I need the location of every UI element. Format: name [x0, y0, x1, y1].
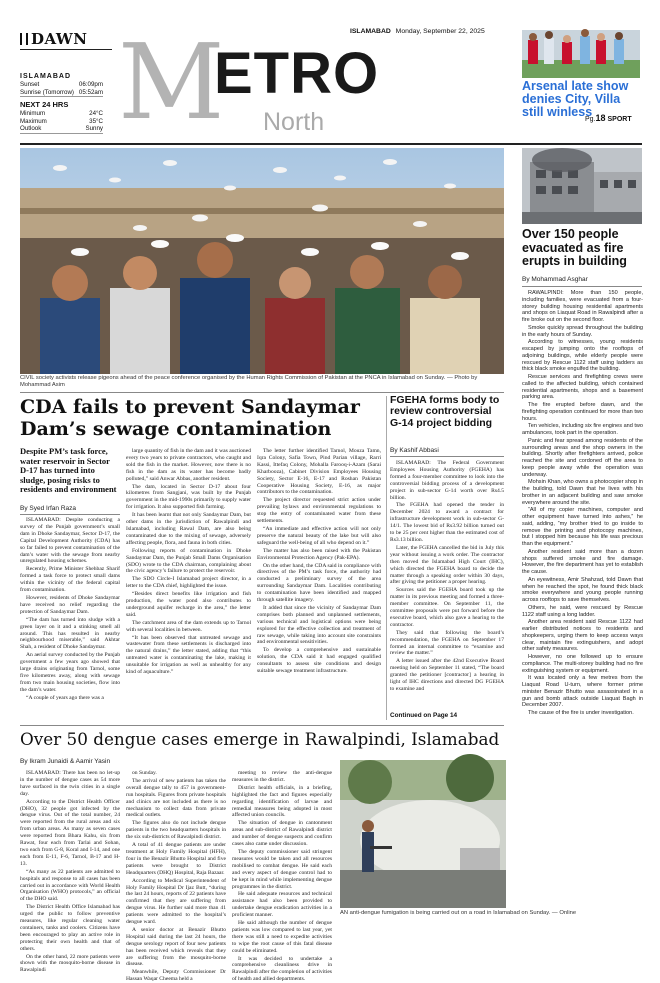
teaser-headline[interactable]: Arsenal late show denies City, Villa still winless — [522, 79, 629, 119]
paragraph: large quantity of fish in the dam and it was auctioned every two years to private contractors, who caught and sold the fish in the market. However, now there is no fish in the dam as its water has become badly polluted,” said Anwar Abbas, another resident. — [126, 448, 251, 482]
paragraph: A senior doctor at Benazir Bhutto Hospital said during the last 24 hours, the dengue serology report of four new patients has been received which reveals that they are suffering from the mosquito-borne disease. — [126, 926, 226, 968]
dengue-photo[interactable] — [340, 760, 506, 908]
paragraph: Sources said the FGEHA board took up the matter in its previous meeting and formed a three-member committee. On September 11, the committee proposals were put forward before the executive board, which also gave a hearing to the contractor. — [390, 587, 504, 628]
paragraph: RAWALPINDI: More than 150 people, including families, were evacuated from a four-storey building housing residential apartments and shops on Liaquat Road in Rawalpindi after a fire broke out on the second floor. — [522, 290, 643, 323]
fumigation-image — [340, 760, 506, 908]
fgeha-headline[interactable]: FGEHA forms body to review controversial G-14 project bidding — [390, 394, 500, 429]
paragraph: Another resident said more than a dozen shops suffered smoke and fire damage. However, the fire department has yet to establish the cause. — [522, 548, 643, 575]
fgeha-side-rule — [386, 396, 387, 720]
weather-city: ISLAMABAD — [20, 73, 71, 80]
weather-sunset: Sunset 06:09pm — [20, 81, 103, 88]
paragraph: However, no one followed up to ensure compliance. The multi-storey building had no fire extinguishing system or equipment. — [522, 654, 643, 674]
fire-story-body — [522, 290, 643, 910]
paragraph: The arrival of new patients has taken the overall dengue tally to 457 in government-run hospitals. Figures from private hospitals and clinics are not included as there is no mechanism to collect data from private medical outlets. — [126, 777, 226, 819]
main-photo[interactable] — [20, 148, 504, 374]
teaser-photo[interactable] — [522, 30, 640, 78]
weather-minimum: Minimum 24°C — [20, 110, 103, 118]
paragraph: A total of 41 dengue patients are under treatment at Holy Family Hospital (HFH), four in the Benazir Bhutto Hospital and five patients were brought to District Headquarters (DHQ) Hospital, Raja Bazaar. — [126, 842, 226, 876]
paragraph: They said that following the board’s recommendation, the FGEHA on September 17 formed an internal committee to “examine and review the matter.” — [390, 629, 504, 657]
paragraph: The SDO Circle-I Islamabad project director, in a letter to the CDA chief, highlighted the issue. — [126, 576, 251, 590]
paragraph: meeting to review the anti-dengue measures in the district. — [232, 770, 332, 783]
paragraph: To develop a comprehensive and sustainable solution, the CDA said it had engaged qualified consultants to assess site conditions and design suitable sewage treatment infrastructure. — [257, 647, 381, 675]
paragraph: The figures also do not include dengue patients in the two headquarters hospitals in the six sub-districts of Rawalpindi district. — [126, 820, 226, 841]
paragraph: ISLAMABAD: Despite conducting a survey of the Punjab government’s small dam in Dhoke Sandaymar, Sector D-17, the Capital Development Authority (CDA) has so far failed to prevent contamination of the dam’s water with the sewage from nearby unregulated housing schemes. — [20, 517, 120, 565]
paragraph: Panic and fear spread among residents of the surrounding areas and the shop owners in the building. Shortly after firefighters arrived, police reached the site and cordoned off the area to keep people away while the operation was underway. — [522, 437, 643, 478]
paragraph: However, residents of Dhoke Sandaymar have received no relief regarding the protection of Sandaymar Dam. — [20, 594, 120, 615]
dengue-col-1 — [20, 770, 120, 974]
paragraph: Recently, Prime Minister Shehbaz Sharif formed a task force to protect small dams within the vicinity of the federal capital from contamination. — [20, 566, 120, 594]
paragraph: The fire erupted before dawn, and the firefighting operation continued for more than two hours. — [522, 402, 643, 422]
paragraph: The cause of the fire is under investigation. — [528, 710, 634, 716]
paragraph: It added that since the vicinity of Sandaymar Dam comprises both planned and unplanned settlements, various technical and logistical options were being explored for the effective collection and treatment of raw sewage, while taking into account site constraints and environmental sensitivities. — [257, 604, 381, 646]
paragraph: On the other hand, the CDA said in compliance with directives of the PM’s task force, the authority had conducted a preliminary survey of the area surrounding Sandaymar Dam. Localities contributing to contamination have been identified and mapped through satellite imagery. — [257, 562, 381, 604]
paragraph: “A couple of years ago there was a — [26, 694, 104, 701]
dengue-photo-caption: AN anti-dengue fumigation is being carried out on a road in Islamabad on Sunday. — Online — [340, 910, 577, 916]
paragraph: It was decided to undertake a comprehensive cleanliness drive in Rawalpindi after the completion of activities of health and allied departments. — [232, 955, 332, 983]
paragraph: “All of my copier machines, computer and other equipment have turned into ashes,” he said, adding, “my brother tried to go inside to remove the printing and photocopy machines, but I stopped him because his life was precious than the equipment.” — [522, 507, 643, 547]
dengue-col-2 — [126, 770, 226, 983]
dengue-headline[interactable]: Over 50 dengue cases emerge in Rawalpindi, Islamabad — [20, 729, 500, 749]
fire-byline-rule — [522, 286, 642, 287]
paragraph: The dam, located in Sector D-17 about four kilometres from Sangjani, was built by the Punjab government in the mid-1990s primarily to supply water for irrigation. It also supported fish farming. — [126, 483, 251, 511]
fgeha-byline: By Kashif Abbasi — [390, 447, 439, 454]
dengue-top-rule — [20, 725, 504, 726]
paragraph: It was located only a few metres from the Liaquat Road U-turn, where former prime minister Benazir Bhutto was assassinated in a gun and bomb attack outside Liaquat Bagh in December 2007. — [522, 675, 643, 709]
paragraph: Meanwhile, Deputy Commissioner Dr Hassan Waqar Cheema held a — [126, 969, 226, 983]
paragraph: He said although the number of dengue patients was low compared to last year, yet there was still a need to expedite activities to wipe the root cause of this fatal disease could be eliminated. — [232, 920, 332, 954]
weather-sunrise: Sunrise (Tomorrow) 05:52am — [20, 88, 103, 96]
fgeha-continued[interactable]: Continued on Page 14 — [390, 712, 458, 719]
paragraph: “The dam has turned into sludge with a green layer on it and a stinking smell all around. This has resulted in nearby neighbourhood miserable,” said Akhtar Shah, a resident of Dhoke Sandaymar. — [20, 616, 120, 651]
masthead-city: ISLAMABAD — [350, 28, 391, 35]
paragraph: According to the District Health Officer (DHO), 32 people got infected by the dengue virus. Out of the total number, 24 were reported from the rural areas and six from urban areas. As many as seven cases were reported from Bhara Kahu, six from Rawat, four each from Tarlai and Sohan, two each from G-8, Koral and I-14, and one each from E-11, F-6, Tarnol, B-17 and H-13. — [20, 798, 120, 867]
paragraph: Rescue services and firefighting crews were called to the affected building, which contained residential apartments, shops and a basement parking area. — [522, 374, 643, 401]
paragraph: Another area resident said Rescue 1122 had earlier distributed notices to residents and shopkeepers, urging them to keep access ways clear, maintain fire extinguishers, and adopt other safety measures. — [522, 619, 643, 653]
paragraph: He said adequate resources and technical assistance had also been provided to undertake dengue eradication activities in a proficient manner. — [232, 891, 332, 919]
paragraph: On the other hand, 22 more patients were shown with the mosquito-borne disease in Rawalpindi — [20, 953, 120, 974]
weather-box — [20, 72, 104, 134]
dengue-col-3 — [232, 770, 332, 983]
dawn-logo: DAWN — [20, 30, 112, 47]
paragraph: ISLAMABAD: There has been no let-up in the number of dengue cases as 54 more have surfaced in the twin cities in a single day. — [20, 770, 120, 797]
football-match-image — [522, 30, 640, 78]
paragraph: “As many as 22 patients are admitted to hospitals and response to all cases has been carried out in accordance with World Health Organisation (WHO) protocols,” an official of the DHO said. — [20, 868, 120, 903]
paragraph: Ten vehicles, including six fire engines and two ambulances, took part in the operation. — [522, 423, 644, 436]
fgeha-body — [390, 460, 504, 712]
fire-byline: By Mohammad Asghar — [522, 276, 588, 283]
paragraph: An aerial survey conducted by the Punjab government a few years ago showed that large drains originating from Tarnol, some five kilometres away, along with sewage from two main housing societies, flow into the dam’s water. — [20, 652, 120, 693]
weather-next-label: NEXT 24 HRS — [20, 100, 69, 110]
paragraph: Mohsin Khan, who owns a photocopier shop in the building, told Dawn that he lives with his brother in an adjacent building and saw smoke everywhere around the site. — [522, 479, 643, 506]
paragraph: The District Health Office Islamabad has urged the public to follow preventive measures, like regular cleaning water containers, tanks and coolers. Citizens have been encouraged to play an active role in protecting their own health and that of others. — [20, 904, 120, 952]
paragraph: A letter issued after the 42nd Executive Board meeting held on September 11 stated, “The board granted the petitioner [contractor] a hearing in light of IHC directions and directed DG FGEHA to examine and — [390, 658, 504, 692]
paragraph: The project director requested strict action under prevailing bylaws and environmental regulations to stop the entry of contaminated water from these settlements. — [257, 497, 381, 525]
teaser-page-ref[interactable]: Pg.18 SPORT — [585, 113, 632, 123]
masthead-rule-left — [20, 49, 112, 50]
masthead-bottom-rule — [20, 143, 642, 145]
paragraph: District health officials, in a briefing, highlighted the fact and figures especially regarding identification of larvae and remedial measures being adopted in most affected union councils. — [232, 784, 332, 819]
paragraph: The matter has also been raised with the Pakistan Environmental Protection Agency (Pak-EPA). — [257, 547, 381, 561]
fire-photo[interactable] — [522, 148, 642, 224]
cda-col-1 — [20, 517, 120, 719]
cda-byline: By Syed Irfan Raza — [20, 505, 76, 512]
cda-col-2 — [126, 448, 251, 720]
paragraph: “An immediate and effective action will not only preserve the natural beauty of the lake but will also safeguard the well-being of all who depend on it.” — [257, 525, 381, 546]
masthead-date: Monday, September 22, 2025 — [395, 28, 485, 35]
weather-maximum: Maximum 35°C — [20, 117, 103, 125]
paragraph: Following reports of contamination in Dhoke Sandaymar Dam, the Punjab Small Dams Organisation (SDO) wrote to the CDA chairman, complaining about the civic agency’s failure to protect the reservoir. — [126, 547, 251, 575]
paragraph: The situation of dengue in cantonment areas and sub-district of Rawalpindi district and number of dengue suspects and confirm cases also came under discussion. — [232, 820, 332, 848]
paragraph: The letter further identified Tarnol, Mouza Tamn, Iqra Colony, Safia Town, Pind Parian village, Rarri Kassi, Ittefaq Colony, Mohalla Farooq-i-Azam (Sarai Kharbooza), Cabinet Division Employees Housing Society, Sector E-16, E-17 and Roshan Pakistan Cooperative Housing Society, E-16, as major contributors to the contamination. — [257, 448, 381, 496]
paragraph: The catchment area of the dam extends up to Tarnol with several localities in between. — [126, 619, 251, 633]
paragraph: Others, he said, were rescued by Rescue 1122 staff using a long ladder. — [522, 604, 643, 618]
fgeha-byline-rule — [390, 456, 504, 457]
metro-title-m: M — [118, 21, 225, 143]
pigeon-release-image — [20, 148, 504, 374]
fire-headline[interactable]: Over 150 people evacuated as fire erupts in building — [522, 227, 627, 268]
cda-byline-rule — [20, 514, 120, 515]
paragraph: ISLAMABAD: The Federal Government Employees Housing Authority (FGEHA) has formed a four-member committee to look into the controversial bidding process of a development project in sub-sector G-14 worth over Rs4.5 billion. — [390, 460, 504, 501]
paragraph: The FGEHA had opened the tender in December 2024 to award a contract for infrastructure development work in sub-sector G-14/1. The lowest bid of Rs3.92 billion turned out to be 25 per cent higher than the estimated cost of Rs3.13 billion. — [390, 502, 504, 543]
paragraph: It has been learnt that not only Sandaymar Dam, but other dams in the jurisdiction of Rawalpindi and Islamabad, including Rawal Dam, are also being contaminated due to the mixing of sewage, adversely affecting people, flora, and fauna in both cities. — [126, 512, 251, 546]
paragraph: According to witnesses, young residents escaped by jumping onto the rooftops of adjoining buildings, while elderly people were rescued by Rescue 1122 staff using ladders as thick black smoke engulfed the building. — [522, 339, 643, 373]
paragraph: An eyewitness, Amir Shahzad, told Dawn that when he reached the spot, he found thick black smoke everywhere and young people running across rooftops to save themselves. — [522, 576, 643, 603]
cda-headline[interactable]: CDA fails to prevent Sandaymar Dam’s sewage contamination — [20, 396, 360, 440]
weather-outlook: Outlook Sunny — [20, 125, 103, 133]
cda-subhead: Despite PM’s task force, water reservoir in Sector D-17 has turned into sludge, posing risks to residents and environment — [20, 446, 117, 495]
paragraph: Later, the FGEHA cancelled the bid in July this year without issuing a work order. The contractor then moved the Islamabad High Court (IHC), which directed the FGEHA board to decide the matter through a speaking order within 30 days, after giving the petitioner a proper hearing. — [390, 544, 504, 586]
paragraph: “Besides direct benefits like irrigation and fish production, the water pond also contributes to underground aquifer recharge in the area,” the letter said. — [126, 591, 251, 618]
paragraph: The deputy commissioner said stringent measures would be taken and all resources mobilised to combat dengue. He said each and every aspect of dengue control had to be kept in mind while implementing dengue programmes in the district. — [232, 848, 332, 890]
main-photo-caption: CIVIL society activists release pigeons ahead of the peace conference organised by the Human Rights Commission of Pakistan at the PNCA in Islamabad on Sunday. — Photo by Mohammad Asim — [20, 375, 478, 388]
paragraph: on Sunday. — [132, 770, 157, 776]
burning-building-image — [522, 148, 642, 224]
paragraph: Smoke quickly spread throughout the building in the early hours of Sunday. — [522, 324, 643, 338]
cda-col-3 — [257, 448, 381, 720]
metro-title — [118, 21, 510, 143]
dengue-byline: By Ikram Junaidi & Aamir Yasin — [20, 758, 111, 765]
metro-subtitle: North — [263, 108, 325, 136]
paragraph: According to Medical Superintendent of Holy Family Hospital Dr Ijaz Butt, “during the last 24 hours, reports of 22 patients have confirmed that they are suffering from dengue virus. He further said more than 41 patients were admitted to the hospital’s dengue ward. — [126, 877, 226, 926]
paragraph: “It has been observed that untreated sewage and wastewater from these settlements is discharged into the natural drains,” the letter stated, adding that “this untreated water is contaminating the lake, making it unsuitable for irrigation as well as unhealthy for any kind of aquaculture.” — [126, 634, 251, 676]
cda-top-rule — [20, 392, 504, 393]
metro-title-rest: ETRO — [214, 41, 380, 106]
